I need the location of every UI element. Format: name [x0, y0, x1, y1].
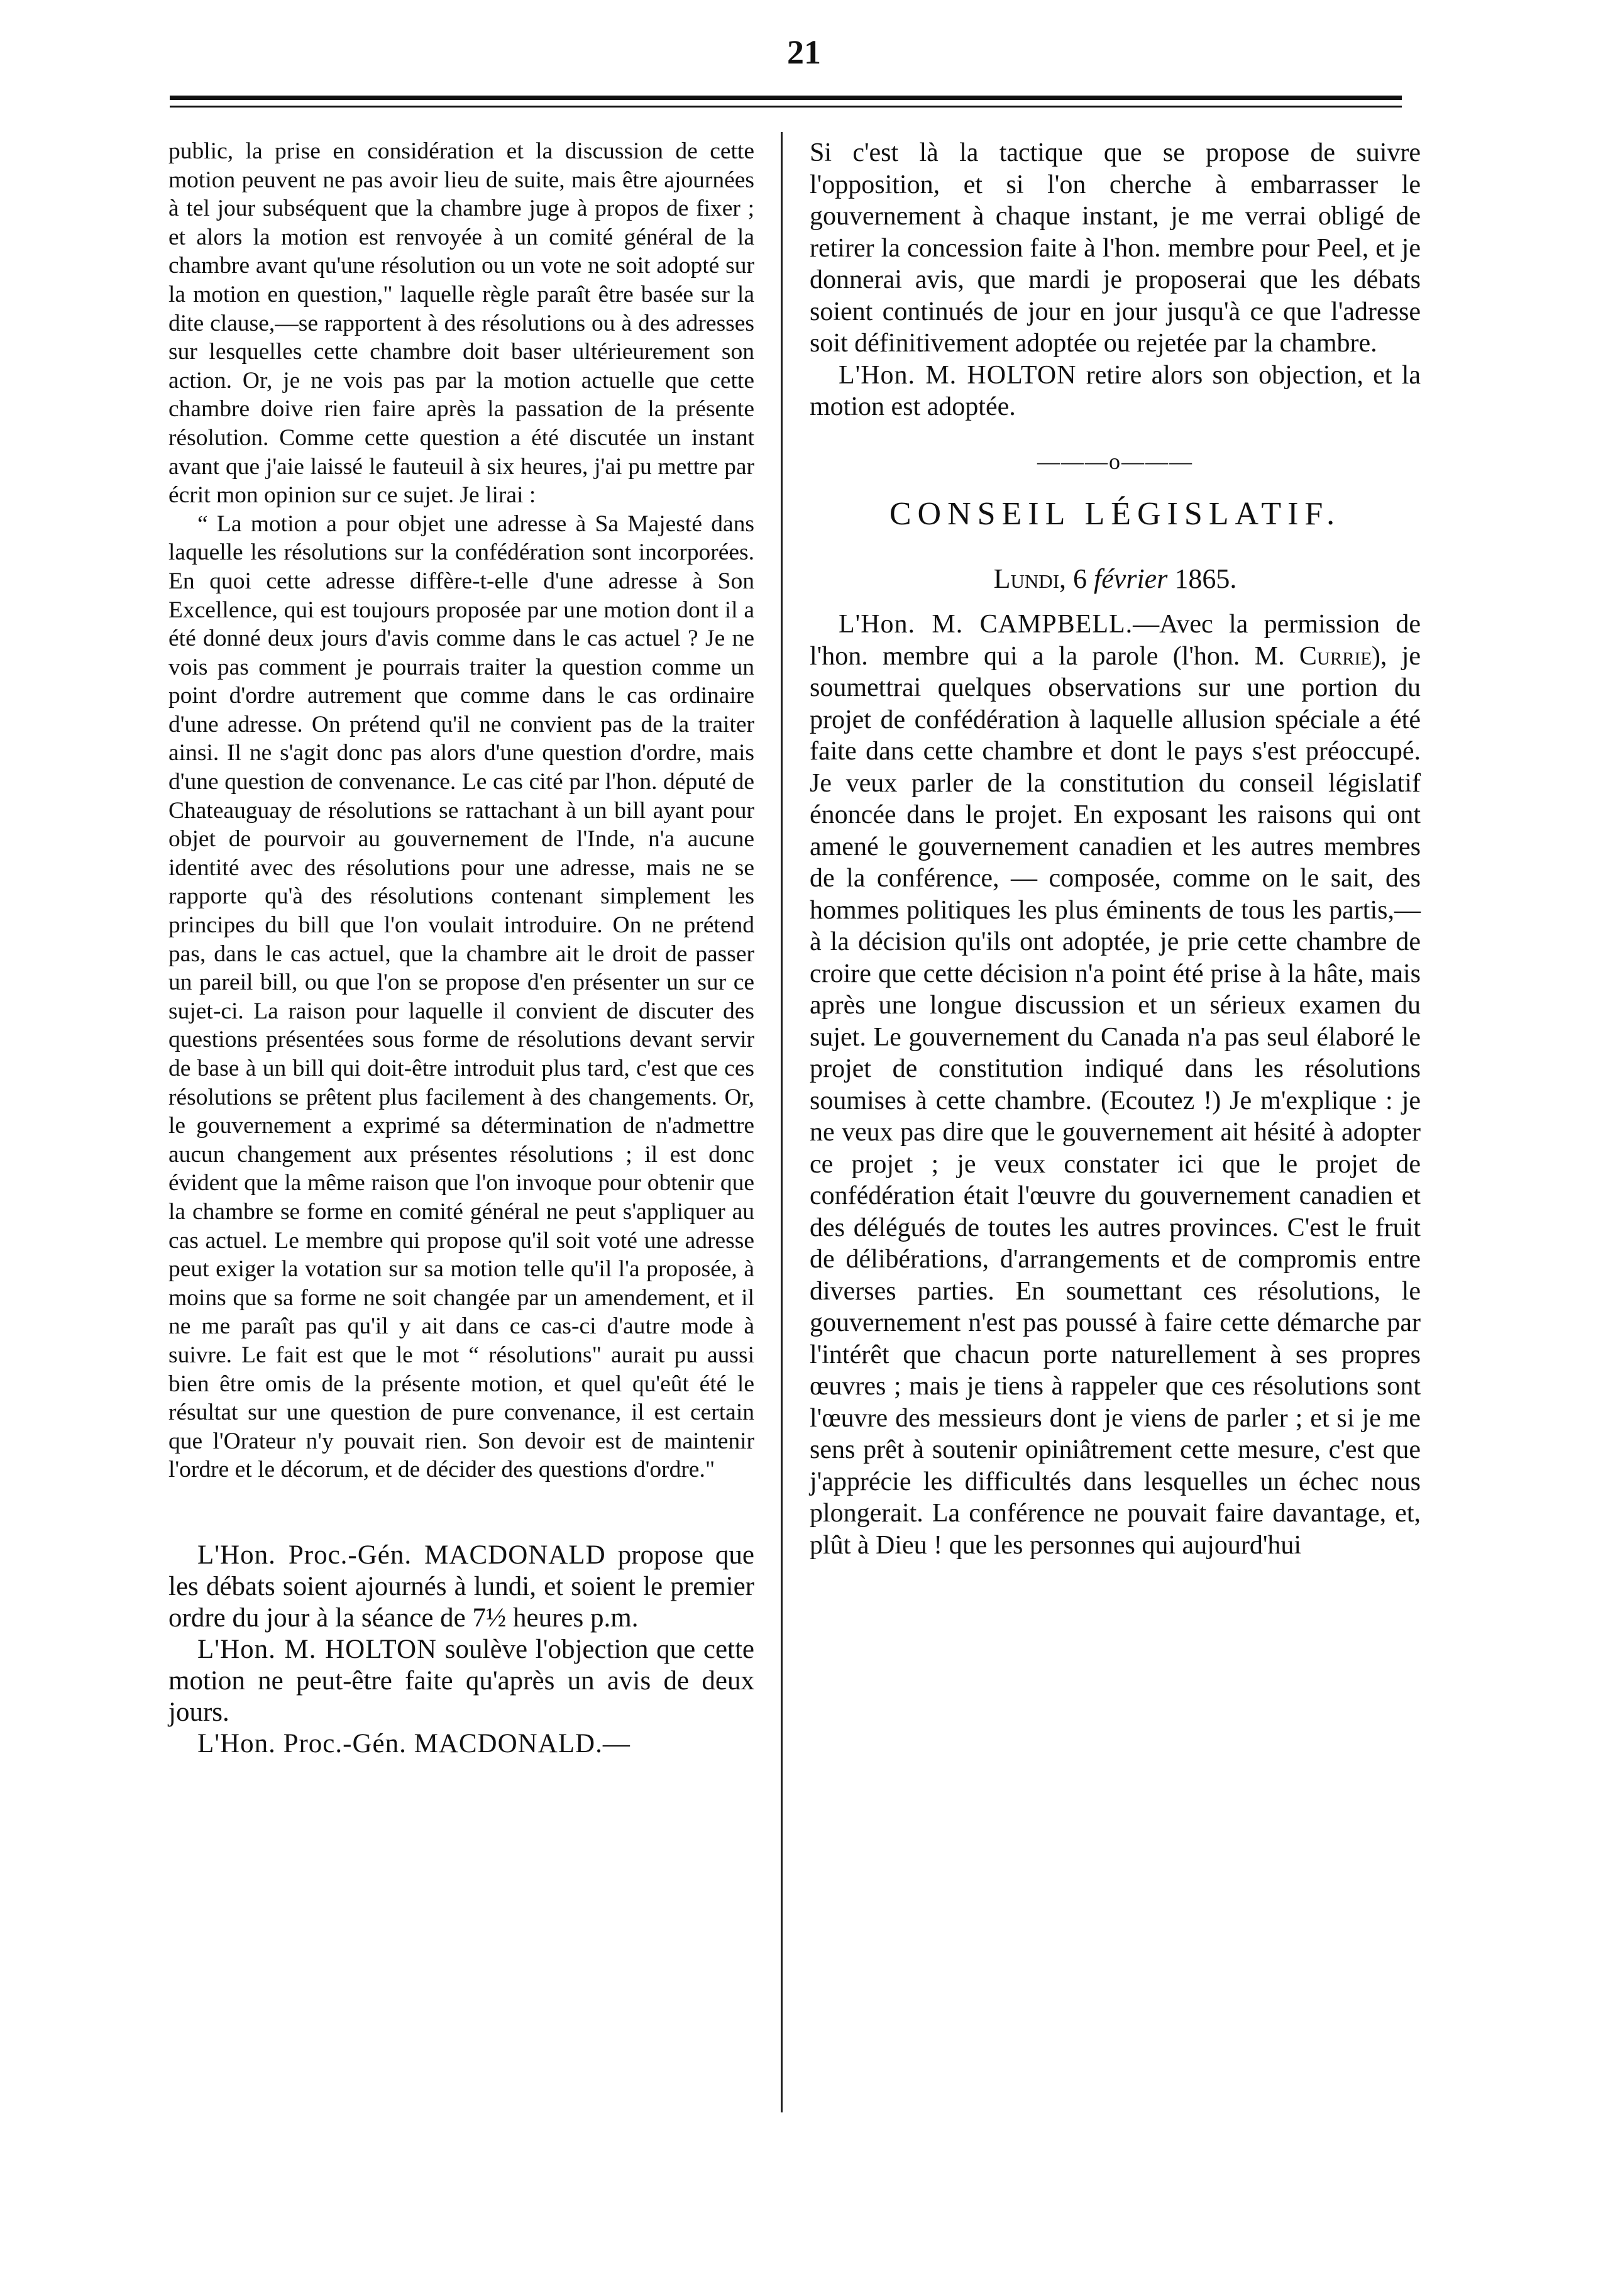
speaker-name: L'Hon. M. CAMPBELL.: [839, 610, 1133, 639]
speech-text-after: ), je soumettrai quelques observations sur une portion du projet de confédération à laquelle allusion spéciale a été faite dans cette chambre et dont le pays s'est préoccupé. Je veux parler de la constitution du conseil législatif énoncée dans le projet. En exposant les raisons qui ont amené le gouvernement canadien et les autres membres de la conférence, — composée, comme on le sait, des hommes politiques les plus éminents de tous les partis,—à la décision qu'ils ont adoptée, je prie cette chambre de croire que cette décision n'a point été prise à la hâte, mais après une longue discussion et un sérieux examen du sujet. Le gouvernement du Canada n'a pas seul élaboré le projet de constitution indiqué dans les résolutions soumises à cette chambre. (Ecoutez !) Je m'explique : je ne veux pas dire que le gouvernement ait hésité à adopter ce projet ; je veux constater ici que le projet de confédération était l'œuvre du gouvernement canadien et des délégués de toutes les autres provinces. C'est le fruit de délibérations, d'arrangements et de compromis entre diverses parties. En soumettant ces résolutions, le gouvernement n'est pas poussé à faire cette démarche par l'intérêt que chacun porte naturellement à ses propres œuvres ; mais je tiens à rappeler que ces résolutions sont l'œuvre des messieurs dont je viens de parler ; et si je me sens prêt à soutenir opiniâtrement cette mesure, c'est que j'apprécie les difficultés dans lesquelles un échec nous plongerait. La conférence ne pouvait faire davantage, et, plût à Dieu ! que les personnes qui aujourd'hui: [810, 641, 1421, 1560]
section-divider: ———o———: [1037, 448, 1193, 474]
spacer: [168, 1484, 754, 1540]
speech-macdonald-2: [168, 1728, 754, 1760]
section-title: CONSEIL LÉGISLATIF.: [889, 496, 1341, 532]
right-column: [810, 137, 1421, 1561]
speech-text: soulève l'objection que cette motion ne peut-être faite qu'après un avis de deux jours.: [168, 1634, 755, 1727]
speaker-name: L'Hon. Proc.-Gén. MACDONALD: [197, 1540, 606, 1570]
speech-macdonald-1: [168, 1540, 754, 1634]
left-paragraph-quote: “ La motion a pour objet une adresse à Sa Majesté dans laquelle les résolutions sur la confédération sont incorporées. En quoi cette adresse diffère-t-elle d'une adresse à Son Excellence, qui est toujours proposée par une motion dont il a été donné deux jours d'avis comme dans le cas actuel ? Je ne vois pas comment je pourrais traiter la question comme un point d'ordre autrement que comme dans le cas ordinaire d'une adresse. On prétend qu'il ne convient pas de la traiter ainsi. Il ne s'agit donc pas alors d'une question d'ordre, mais d'une question de convenance. Le cas cité par l'hon. député de Chateauguay de résolutions se rattachant à un bill ayant pour objet de pourvoir au gouvernement de l'Inde, n'a aucune identité avec des résolutions pour une adresse, mais ne se rapporte qu'à des résolutions contenant simplement les principes du bill que l'on voulait introduire. On ne prétend pas, dans le cas actuel, que la chambre ait le droit de passer un pareil bill, ou que l'on se propose d'en présenter un sur ce sujet-ci. La raison pour laquelle il convient de discuter des questions présentées sous forme de résolutions devant servir de base à un bill qui doit-être introduit plus tard, c'est que ces résolutions se prêtent plus facilement à des changements. Or, le gouvernement a exprimé sa détermination de n'admettre aucun changement aux présentes résolutions ; il est donc évident que la même raison que l'on invoque pour obtenir que la chambre se forme en comité général ne peut s'appliquer au cas actuel. Le membre qui propose qu'il soit voté une adresse peut exiger la votation sur sa motion telle qu'il l'a proposée, à moins que sa forme ne soit changée par un amendement, et il ne me paraît pas qu'il y ait dans ce cas-ci d'autre mode à suivre. Le fait est que le mot “ résolutions" aurait pu aussi bien être omis de la présente motion, et quel qu'eût été le résultat sur une question de pure convenance, il est certain que l'Orateur n'y pouvait rien. Son devoir est de maintenir l'ordre et le décorum, et de décider des questions d'ordre.": [168, 511, 754, 1483]
dateline-day: Lundi,: [993, 563, 1067, 594]
speech-holton-1: [168, 1634, 754, 1728]
dateline: [810, 563, 1421, 595]
header-rule: [170, 96, 1402, 100]
speech-holton-2: [810, 360, 1421, 423]
cited-name: Currie: [1299, 641, 1372, 671]
speaker-name: L'Hon. M. HOLTON: [839, 360, 1077, 390]
left-paragraph-1: public, la prise en considération et la discussion de cette motion peuvent ne pas avoir lieu de suite, mais être ajournées à tel jour subséquent que la chambre juge à propos de fixer ; et alors la motion est renvoyée à un comité général de la chambre avant qu'une résolution ou un vote ne soit adopté sur la motion en question," laquelle règle paraît être basée sur la dite clause,—se rapportent à des résolutions ou à des adresses sur lesquelles cette chambre doit baser ultérieurement son action. Or, je ne vois pas par la motion actuelle que cette chambre doive rien faire après la passation de la présente résolution. Comme cette question a été discutée un instant avant que j'aie laissé le fauteuil à six heures, j'ai pu mettre par écrit mon opinion sur ce sujet. Je lirai :: [168, 138, 754, 509]
speech-text: propose que les débats soient ajournés à lundi, et soient le premier ordre du jour à la séance de 7½ heures p.m.: [168, 1540, 754, 1633]
dateline-year: 1865.: [1174, 563, 1237, 594]
dateline-month: février: [1094, 563, 1168, 594]
column-divider: [781, 132, 783, 2112]
speaker-name: L'Hon. M. HOLTON: [197, 1634, 438, 1664]
dateline-date: 6: [1073, 563, 1088, 594]
header-rule-thin: [170, 106, 1402, 108]
speech-campbell: [810, 609, 1421, 1561]
speech-text-before: —Avec la permission de l'hon. membre qui a la parole (l'hon. M.: [810, 610, 1421, 671]
speech-text: retire alors son objection, et la motion est adoptée.: [810, 360, 1421, 421]
speaker-name: L'Hon. Proc.-Gén. MACDONALD.—: [197, 1728, 631, 1758]
page-number: 21: [787, 33, 821, 71]
right-paragraph-1: Si c'est là la tactique que se propose de suivre l'opposition, et si l'on cherche à embarrasser le gouvernement à chaque instant, je me verrai obligé de retirer la concession faite à l'hon. membre pour Peel, et je donnerai avis, que mardi je proposerai que les débats soient continués de jour en jour jusqu'à ce que l'adresse soit définitivement adoptée ou rejetée par la chambre.: [810, 138, 1421, 358]
left-column: [168, 137, 754, 1760]
